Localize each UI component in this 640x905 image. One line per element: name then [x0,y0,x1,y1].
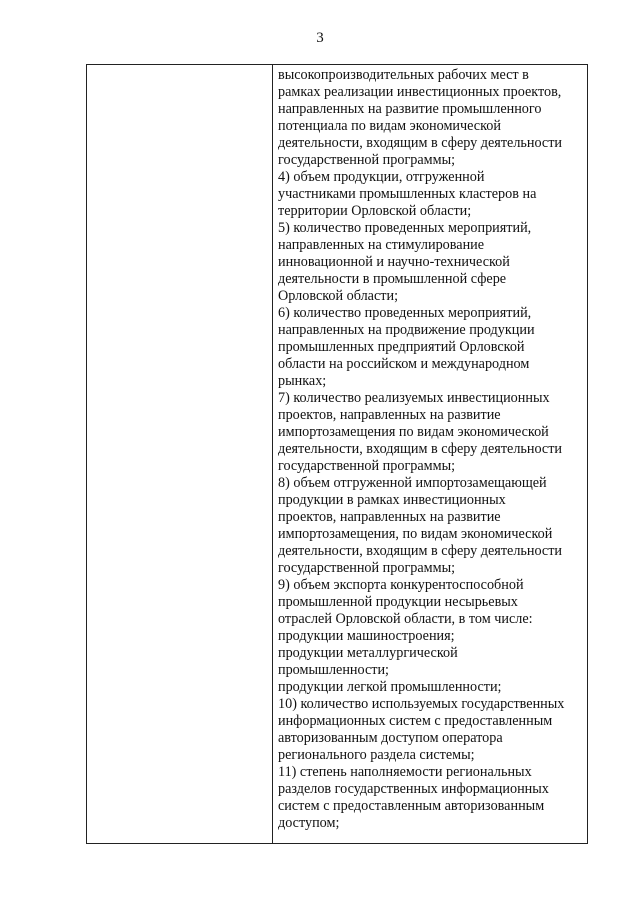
text-line: доступом; [278,815,340,831]
text-line: рынках; [278,373,327,389]
text-line: проектов, направленных на развитие [278,407,501,423]
text-line: 4) объем продукции, отгруженной [278,169,485,185]
text-line: систем с предоставленным авторизованным [278,798,545,814]
text-line: 10) количество используемых государственных [278,696,565,712]
text-line: деятельности, входящим в сферу деятельности [278,441,563,457]
text-line: государственной программы; [278,458,456,474]
text-line: деятельности, входящим в сферу деятельности [278,543,563,559]
text-line: потенциала по видам экономической [278,118,501,134]
text-line: промышленных предприятий Орловской [278,339,525,355]
text-line: направленных на продвижение продукции [278,322,535,338]
text-line: высокопроизводительных рабочих мест в [278,67,529,83]
text-line: направленных на стимулирование [278,237,485,253]
text-line: рамках реализации инвестиционных проектов, [278,84,562,100]
text-line: Орловской области; [278,288,399,304]
text-line: разделов государственных информационных [278,781,549,797]
text-line: деятельности, входящим в сферу деятельности [278,135,563,151]
text-line: области на российском и международном [278,356,530,372]
text-line: авторизованным доступом оператора [278,730,503,746]
page-number: 3 [316,30,324,46]
text-line: государственной программы; [278,560,456,576]
table-right-column [273,65,587,832]
text-line: продукции в рамках инвестиционных [278,492,506,508]
text-line: деятельности в промышленной сфере [278,271,507,287]
text-line: инновационной и научно-технической [278,254,510,270]
text-line: направленных на развитие промышленного [278,101,542,117]
text-line: отраслей Орловской области, в том числе: [278,611,533,627]
text-line: проектов, направленных на развитие [278,509,501,525]
text-line: 9) объем экспорта конкурентоспособной [278,577,524,593]
text-line: 5) количество проведенных мероприятий, [278,220,532,236]
indicators-table [86,64,588,844]
text-line: 6) количество проведенных мероприятий, [278,305,532,321]
text-line: 11) степень наполняемости региональных [278,764,532,780]
text-line: импортозамещения по видам экономической [278,424,549,440]
text-line: продукции металлургической [278,645,458,661]
text-line: информационных систем с предоставленным [278,713,553,729]
text-line: участниками промышленных кластеров на [278,186,537,202]
text-line: государственной программы; [278,152,456,168]
text-line: продукции машиностроения; [278,628,455,644]
text-line: продукции легкой промышленности; [278,679,502,695]
text-line: промышленности; [278,662,389,678]
text-line: регионального раздела системы; [278,747,475,763]
table-left-column [87,65,273,843]
text-line: промышленной продукции несырьевых [278,594,518,610]
text-line: 8) объем отгруженной импортозамещающей [278,475,547,491]
text-line: 7) количество реализуемых инвестиционных [278,390,550,406]
text-line: импортозамещения, по видам экономической [278,526,553,542]
text-line: территории Орловской области; [278,203,472,219]
